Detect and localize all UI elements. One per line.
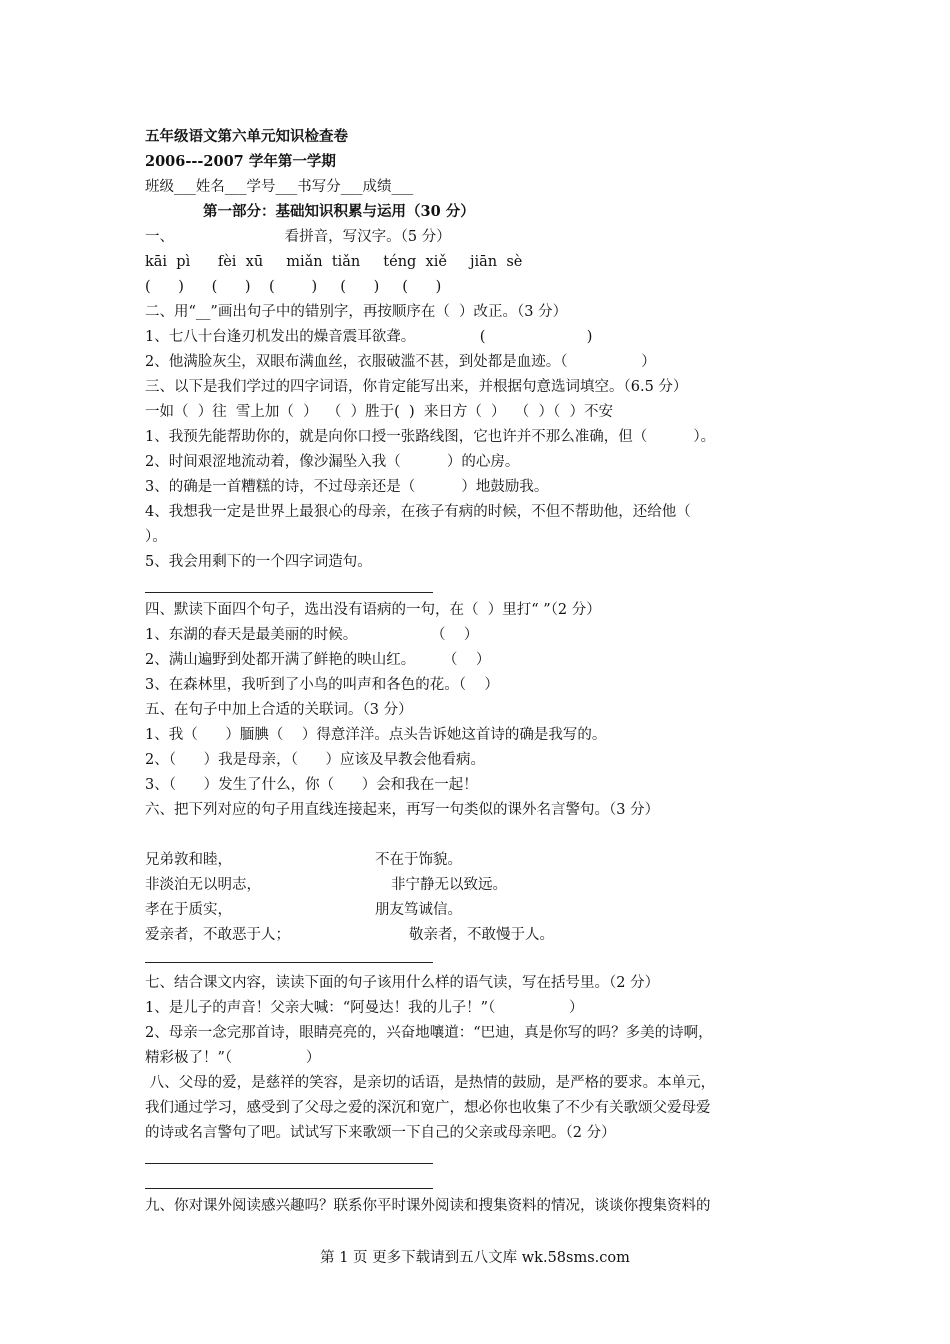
q6-left-phrase: 兄弟敦和睦，	[145, 852, 232, 868]
q2-item: 1、七八十台逢刃机发出的燥音震耳欲聋。 ( )	[145, 329, 593, 345]
q3-item: 5、我会用剩下的一个四字词造句。	[145, 554, 372, 570]
q5-item: 2、（ ）我是母亲，（ ）应该及早教会他看病。	[145, 752, 486, 768]
q6-left-phrase: 孝在于质实，	[145, 902, 232, 918]
q8-text: 我们通过学习，感受到了父母之爱的深沉和宽广，想必你也收集了不少有关歌颂父爱母爱	[145, 1100, 711, 1116]
q3-heading: 三、以下是我们学过的四字词语，你肯定能写出来，并根据句意选词填空。（6.5 分）	[145, 379, 688, 395]
q5-item: 3、（ ）发生了什么，你（ ）会和我在一起！	[145, 777, 478, 793]
answer-line	[145, 1163, 433, 1164]
term-line: 2006---2007 学年第一学期	[145, 153, 336, 170]
answer-line	[145, 962, 433, 963]
q4-item: 2、满山遍野到处都开满了鲜艳的映山红。 （ ）	[145, 652, 491, 668]
q6-right-phrase: 非宁静无以致远。	[391, 877, 507, 893]
q6-right-phrase: 敬亲者，不敢慢于人。	[409, 927, 554, 943]
q8-text: 八、父母的爱，是慈祥的笑容，是亲切的话语，是热情的鼓励，是严格的要求。本单元，	[145, 1075, 716, 1091]
q1-blanks: ( ) ( ) ( ) ( ) ( )	[145, 279, 442, 295]
q3-item: 3、的确是一首糟糕的诗，不过母亲还是（ ）地鼓励我。	[145, 479, 549, 495]
page-footer: 第 1 页 更多下载请到五八文库 wk.58sms.com	[320, 1250, 630, 1266]
paper-title: 五年级语文第六单元知识检查卷	[145, 128, 348, 145]
q4-item: 1、东湖的春天是最美丽的时候。 （ ）	[145, 627, 479, 643]
q7-item: 1、是儿子的声音！父亲大喊：“阿曼达！我的儿子！”（ ）	[145, 1000, 584, 1016]
q3-item: 2、时间艰涩地流动着，像沙漏坠入我（ ）的心房。	[145, 454, 520, 470]
q8-text: 的诗或名言警句了吧。试试写下来歌颂一下自己的父亲或母亲吧。（2 分）	[145, 1125, 616, 1141]
q3-item: 4、我想我一定是世界上最狠心的母亲，在孩子有病的时候，不但不帮助他，还给他（	[145, 504, 691, 520]
q5-item: 1、我（ ）腼腆（ ）得意洋洋。点头告诉她这首诗的确是我写的。	[145, 727, 607, 743]
q2-heading: 二、用“__”画出句子中的错别字，再按顺序在（ ）改正。（3 分）	[145, 304, 568, 320]
q4-item: 3、在森林里，我听到了小鸟的叫声和各色的花。（ ）	[145, 677, 499, 693]
q6-heading: 六、把下列对应的句子用直线连接起来，再写一句类似的课外名言警句。（3 分）	[145, 802, 660, 818]
q7-heading: 七、结合课文内容，读读下面的句子该用什么样的语气读，写在括号里。（2 分）	[145, 975, 660, 991]
q3-word-list: 一如（ ）往 雪上加（ ） （ ）胜于( ) 来日方（ ） （ ）（ ）不安	[145, 404, 613, 420]
q4-heading: 四、默读下面四个句子，选出没有语病的一句，在（ ）里打“ ”（2 分）	[145, 602, 601, 618]
q6-right-phrase: 不在于饰貌。	[375, 852, 462, 868]
answer-line	[145, 592, 433, 593]
q6-right-phrase: 朋友笃诚信。	[375, 902, 462, 918]
q3-item: 1、我预先能帮助你的，就是向你口授一张路线图，它也许并不那么准确，但（ ）。	[145, 429, 716, 445]
q7-item: 精彩极了！”（ ）	[145, 1050, 321, 1066]
q1-pinyin: kāi pì fèi xū miǎn tiǎn téng xiě jiān sè	[145, 254, 523, 270]
q1-heading: 一、 看拼音，写汉字。（5 分）	[145, 229, 451, 245]
q6-left-phrase: 爱亲者，不敢恶于人；	[145, 927, 290, 943]
q7-item: 2、母亲一念完那首诗，眼睛亮亮的，兴奋地嚷道：“巴迪，真是你写的吗？多美的诗啊，	[145, 1025, 713, 1041]
part-heading: 第一部分：基础知识积累与运用（30 分）	[203, 203, 475, 220]
q6-left-phrase: 非淡泊无以明志，	[145, 877, 261, 893]
q3-item: ）。	[145, 529, 167, 545]
q2-item: 2、他满脸灰尘，双眼布满血丝，衣服破滥不甚，到处都是血迹。（ ）	[145, 354, 656, 370]
answer-line	[145, 1188, 433, 1189]
q5-heading: 五、在句子中加上合适的关联词。（3 分）	[145, 702, 413, 718]
student-info-line: 班级___姓名___学号___书写分___成绩___	[145, 179, 414, 195]
q9-heading: 九、你对课外阅读感兴趣吗？联系你平时课外阅读和搜集资料的情况，谈谈你搜集资料的	[145, 1198, 711, 1214]
